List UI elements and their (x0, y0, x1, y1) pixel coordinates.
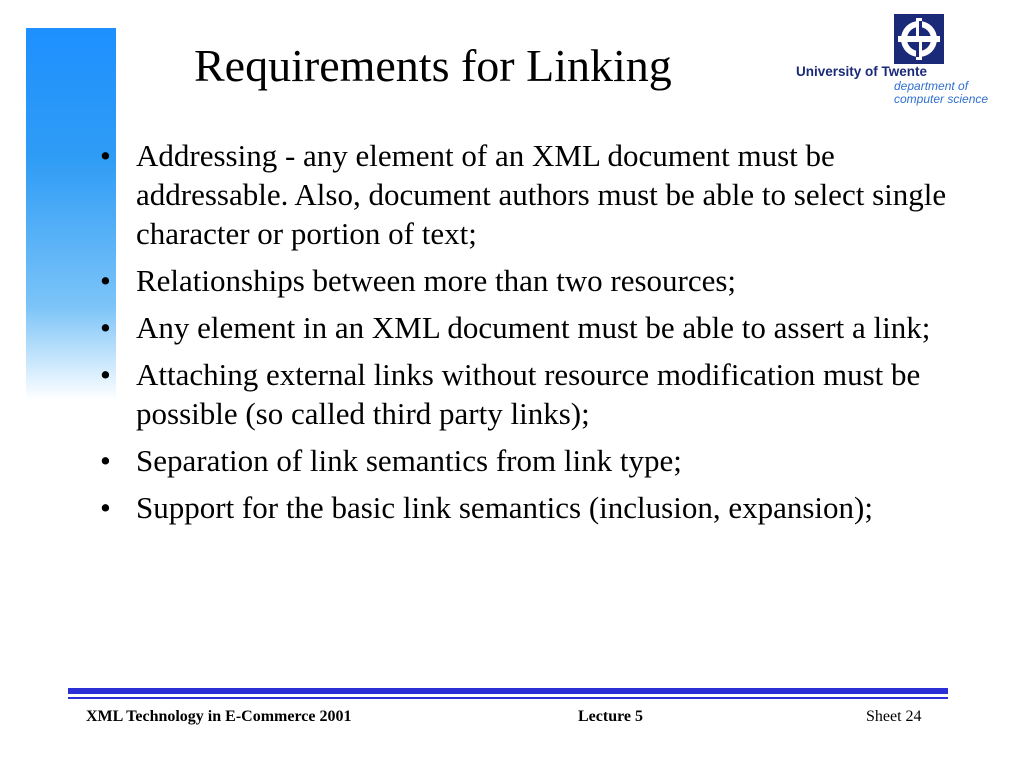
bullet-text: Any element in an XML document must be able to assert a link; (136, 310, 931, 345)
bullet-text: Support for the basic link semantics (inclusion, expansion); (136, 490, 873, 525)
bullet-dot-icon: • (100, 263, 111, 298)
footer-course-title: XML Technology in E-Commerce 2001 (86, 708, 352, 725)
bullet-dot-icon: • (100, 443, 111, 478)
bullet-dot-icon: • (100, 357, 111, 392)
bullet-text: Attaching external links without resource modification must be possible (so called third party links); (136, 357, 921, 431)
university-of-twente-logo-icon (894, 14, 944, 64)
bullet-text: Addressing - any element of an XML document must be addressable. Also, document authors must be able to select single character or portion of text; (136, 138, 947, 251)
bullet-item (100, 261, 960, 300)
department-name (894, 80, 988, 106)
bullet-list (100, 136, 960, 527)
bullet-item (100, 308, 960, 347)
bullet-item (100, 355, 960, 433)
university-name: University of Twente (796, 64, 928, 79)
footer-sheet-number: Sheet 24 (866, 708, 922, 725)
bullet-item (100, 488, 960, 527)
department-line-1: department of (894, 79, 969, 93)
footer-divider-thin (68, 697, 948, 699)
footer-divider-thick (68, 688, 948, 694)
bullet-dot-icon: • (100, 490, 111, 525)
bullet-dot-icon: • (100, 138, 111, 173)
bullet-text: Relationships between more than two resources; (136, 263, 737, 298)
bullet-item (100, 441, 960, 480)
bullet-text: Separation of link semantics from link type; (136, 443, 682, 478)
bullet-item (100, 136, 960, 253)
slide-title: Requirements for Linking (194, 40, 672, 91)
footer-lecture: Lecture 5 (578, 708, 644, 725)
department-line-2: computer science (894, 92, 989, 106)
bullet-dot-icon: • (100, 310, 111, 345)
